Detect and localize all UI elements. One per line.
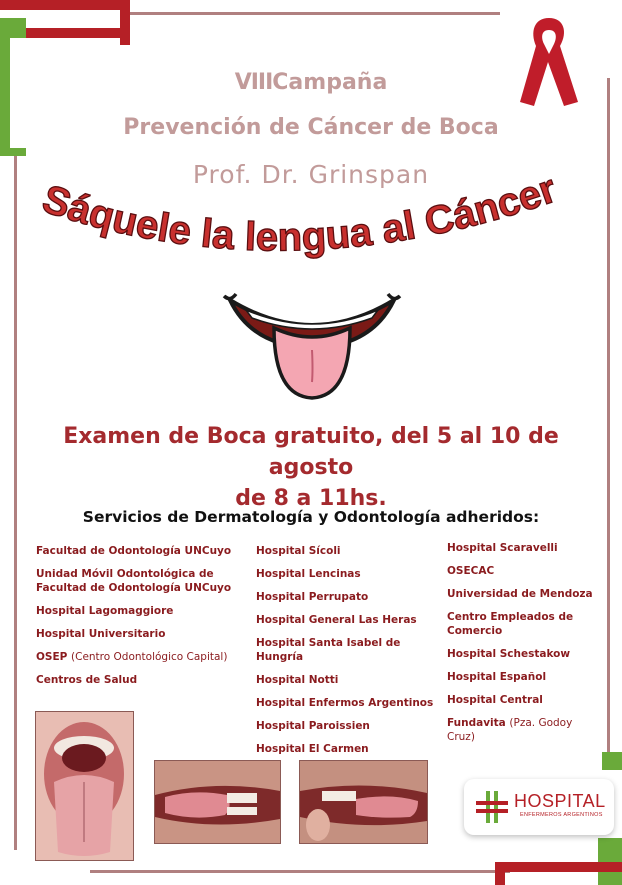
services-column-1 <box>36 544 241 696</box>
campaign-number <box>0 70 622 95</box>
campaign-roman-numeral: VIII <box>234 70 273 95</box>
services-column-2 <box>256 544 441 765</box>
campaign-word: Campaña <box>272 70 388 95</box>
list-item: Hospital El Carmen <box>256 743 369 755</box>
logo-text: HOSPITAL <box>514 791 606 811</box>
list-item: Hospital Scaravelli <box>447 542 558 554</box>
list-item: Hospital Perrupato <box>256 591 369 603</box>
campaign-professor: Prof. Dr. Grinspan <box>192 160 430 189</box>
list-item: Hospital Lencinas <box>256 568 361 580</box>
list-item: Unidad Móvil Odontológica de Facultad de Odontología UNCuyo <box>36 568 232 594</box>
list-item: OSEP (Centro Odontológico Capital) <box>36 651 228 663</box>
list-item: Hospital Lagomaggiore <box>36 605 174 617</box>
services-column-3 <box>447 541 597 753</box>
campaign-subject: Prevención de Cáncer de Boca <box>123 115 499 140</box>
photo-tongue-left <box>154 760 281 844</box>
list-item: Hospital General Las Heras <box>256 614 417 626</box>
corner-red-bar-br2 <box>495 862 505 885</box>
frame-bottom-line <box>90 870 510 873</box>
hospital-cross-icon <box>474 789 510 825</box>
slogan-arc <box>20 160 610 280</box>
list-item: Hospital Santa Isabel de Hungría <box>256 637 401 663</box>
list-item: Hospital Notti <box>256 674 339 686</box>
list-item: Universidad de Mendoza <box>447 588 593 600</box>
list-item: Facultad de Odontología UNCuyo <box>36 545 232 557</box>
photo-tongue-right <box>299 760 428 844</box>
frame-top-line <box>130 12 500 15</box>
list-item: Hospital Schestakow <box>447 648 571 660</box>
list-item: Hospital Universitario <box>36 628 166 640</box>
photo-open-mouth <box>35 711 134 861</box>
frame-left-line <box>14 150 17 850</box>
list-item: Hospital Paroissien <box>256 720 370 732</box>
exam-hours: de 8 a 11hs. <box>235 486 387 511</box>
list-item-note: (Centro Odontológico Capital) <box>71 651 228 663</box>
logo-subtext: ENFERMEROS ARGENTINOS <box>520 812 603 818</box>
corner-green-bar-br <box>602 752 622 770</box>
exam-info <box>20 421 602 514</box>
list-item: Hospital Español <box>447 671 547 683</box>
list-item: Fundavita (Pza. Godoy Cruz) <box>447 717 573 743</box>
corner-red-bar-br <box>495 862 622 872</box>
exam-dates: Examen de Boca gratuito, del 5 al 10 de agosto <box>63 424 559 480</box>
list-item: Hospital Central <box>447 694 543 706</box>
services-heading: Servicios de Dermatología y Odontología adheridos: <box>82 508 540 526</box>
list-item: Centros de Salud <box>36 674 138 686</box>
hospital-logo <box>464 779 614 835</box>
corner-red-bar-3 <box>120 0 130 45</box>
awareness-ribbon-icon <box>512 10 587 115</box>
list-item: Hospital Sícoli <box>256 545 341 557</box>
list-item: Centro Empleados de Comercio <box>447 611 574 637</box>
tongue-mouth-illustration <box>222 288 402 406</box>
list-item-note: (Pza. Godoy Cruz) <box>447 717 573 743</box>
svg-text:Sáquele la lengua al Cáncer <box>37 167 562 260</box>
list-item: OSECAC <box>447 565 495 577</box>
corner-red-bar-1 <box>0 0 130 10</box>
list-item: Hospital Enfermos Argentinos <box>256 697 434 709</box>
slogan-text: Sáquele la lengua al Cáncer <box>37 166 562 260</box>
